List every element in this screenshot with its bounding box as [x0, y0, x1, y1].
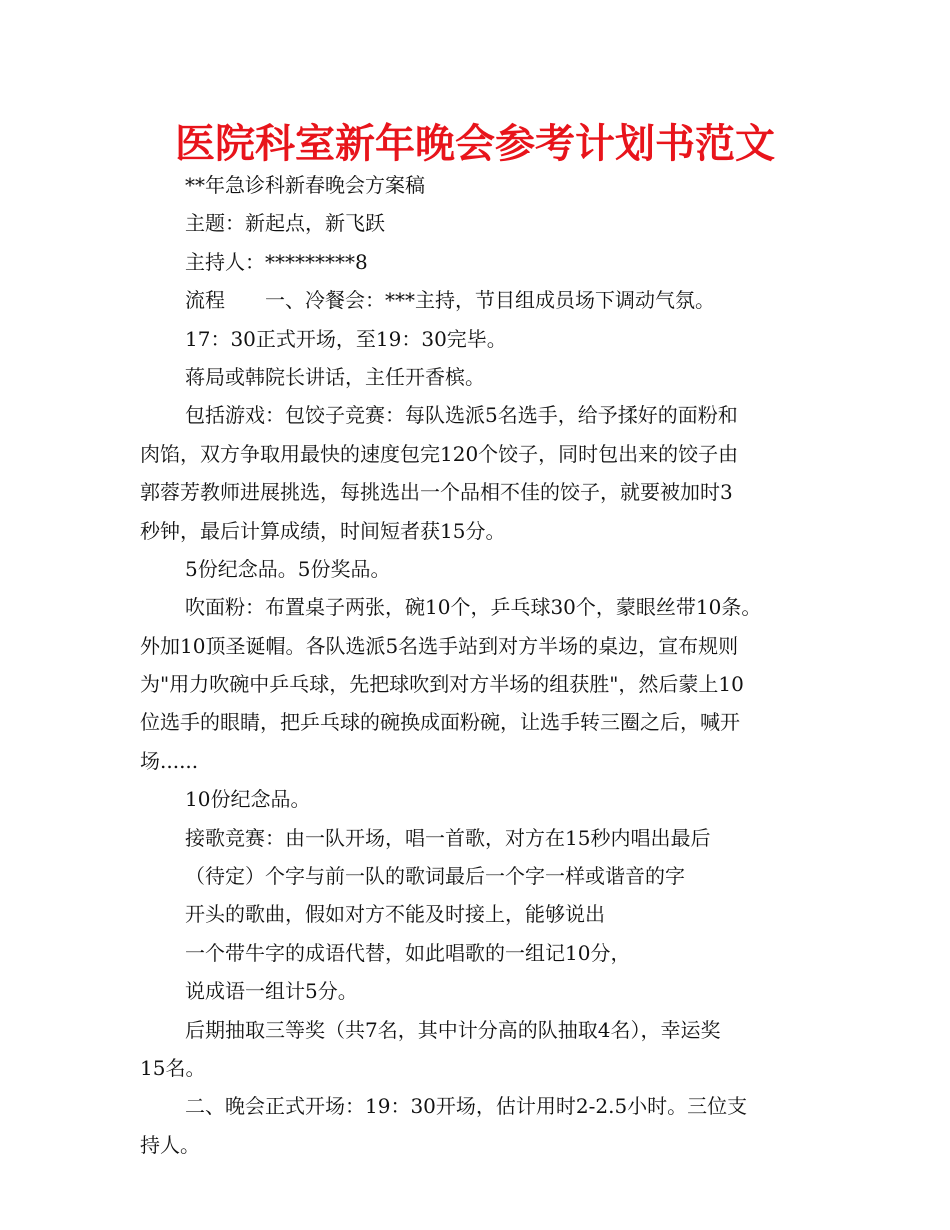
- text-line: 一个带牛字的成语代替，如此唱歌的一组记10分，: [185, 940, 631, 965]
- text-line: **年急诊科新春晚会方案稿: [185, 173, 425, 197]
- document-body: [140, 166, 820, 1164]
- text-line: 秒钟，最后计算成绩，时间短者获15分。: [140, 518, 506, 543]
- text-line: 为"用力吹碗中乒乓球，先把球吹到对方半场的组获胜"，然后蒙上10: [140, 672, 744, 697]
- text-line: 二、晚会正式开场：19：30开场，估计用时2-2.5小时。三位支: [185, 1094, 748, 1119]
- text-line: 郭蓉芳教师进展挑选，每挑选出一个品相不佳的饺子，就要被加时3: [140, 480, 733, 505]
- text-line: 后期抽取三等奖（共7名，其中计分高的队抽取4名），幸运奖: [185, 1017, 721, 1042]
- text-line: 肉馅，双方争取用最快的速度包完120个饺子，同时包出来的饺子由: [140, 441, 739, 466]
- text-line: 说成语一组计5分。: [185, 979, 358, 1004]
- text-line: 开头的歌曲，假如对方不能及时接上，能够说出: [185, 902, 605, 927]
- text-line: 17：30正式开场，至19：30完毕。: [185, 326, 507, 351]
- text-line: 10份纪念品。: [185, 787, 311, 812]
- text-line: 吹面粉：布置桌子两张，碗10个，乒乓球30个，蒙眼丝带10条。: [185, 595, 762, 620]
- text-line: 流程 一、冷餐会：***主持，节目组成员场下调动气氛。: [185, 288, 715, 313]
- text-line: 持人。: [140, 1132, 200, 1157]
- text-line: 接歌竞赛：由一队开场，唱一首歌，对方在15秒内唱出最后: [185, 825, 711, 850]
- text-line: 外加10顶圣诞帽。各队选派5名选手站到对方半场的桌边，宣布规则: [140, 633, 739, 658]
- text-line: 5份纪念品。5份奖品。: [185, 556, 391, 581]
- text-line: 主题：新起点，新飞跃: [185, 211, 385, 236]
- text-line: 位选手的眼睛，把乒乓球的碗换成面粉碗，让选手转三圈之后，喊开: [140, 710, 740, 735]
- text-line: 蒋局或韩院长讲话，主任开香槟。: [185, 364, 485, 389]
- text-line: 主持人：*********8: [185, 249, 368, 274]
- text-line: （待定）个字与前一队的歌词最后一个字一样或谐音的字: [185, 864, 685, 889]
- text-line: 包括游戏：包饺子竞赛：每队选派5名选手，给予揉好的面粉和: [185, 403, 738, 428]
- document-title: 医院科室新年晚会参考计划书范文: [175, 121, 775, 167]
- text-line: 15名。: [140, 1055, 206, 1080]
- text-line: 场......: [140, 748, 199, 773]
